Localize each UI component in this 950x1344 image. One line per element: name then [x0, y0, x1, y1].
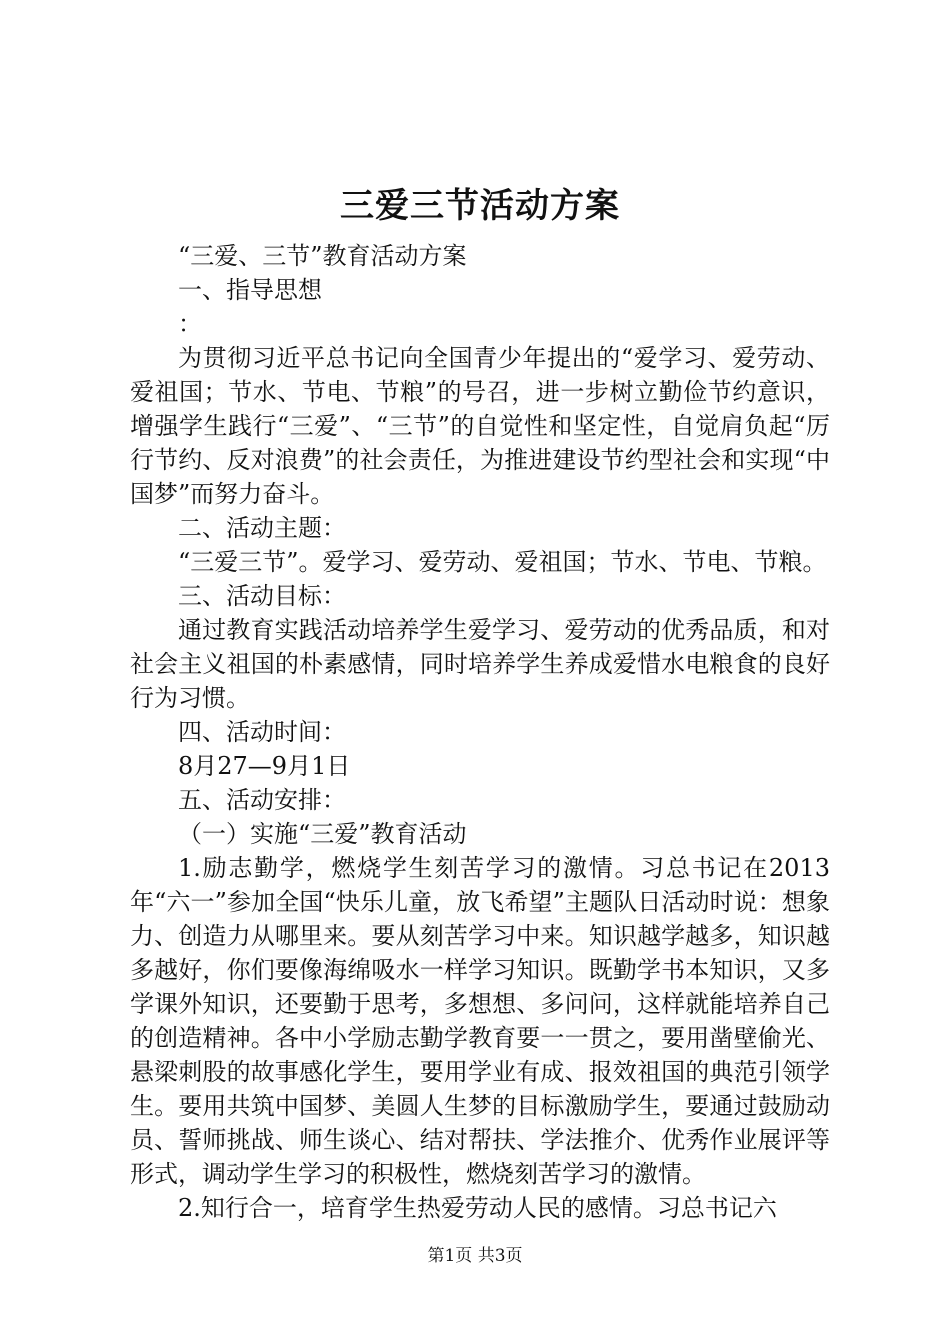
document-page [130, 183, 830, 1225]
heading-activity-arrangement: 五、活动安排： [178, 786, 346, 814]
paragraph-activity-goals: 通过教育实践活动培养学生爱学习、爱劳动的优秀品质，和对社会主义祖国的朴素感情，同时培养学生养成爱惜水电粮食的良好行为习惯。 [130, 616, 830, 712]
heading-activity-goals: 三、活动目标： [178, 582, 346, 610]
paragraph-subtitle: “三爱、三节”教育活动方案 [178, 242, 467, 270]
paragraph-colon: ： [178, 310, 202, 338]
paragraph-activity-theme: “三爱三节”。爱学习、爱劳动、爱祖国；节水、节电、节粮。 [178, 548, 827, 576]
document-title: 三爱三节活动方案 [340, 186, 620, 226]
heading-activity-time: 四、活动时间： [178, 718, 346, 746]
paragraph-activity-time: 8月27—9月1日 [178, 752, 351, 780]
paragraph-item-two: 2.知行合一，培育学生热爱劳动人民的感情。习总书记六 [178, 1194, 777, 1222]
heading-activity-theme: 二、活动主题： [178, 514, 346, 542]
paragraph-item-one: 1.励志勤学，燃烧学生刻苦学习的激情。习总书记在2013年“六一”参加全国“快乐儿童，放飞希望”主题队日活动时说：想象力、创造力从哪里来。要从刻苦学习中来。知识越学越多，知识越多越好，你们要像海绵吸水一样学习知识。既勤学书本知识，又多学课外知识，还要勤于思考，多想想、多问问，这样就能培养自己的创造精神。各中小学励志勤学教育要一一贯之，要用凿壁偷光、悬梁刺股的故事感化学生，要用学业有成、报效祖国的典范引领学生。要用共筑中国梦、美圆人生梦的目标激励学生，要通过鼓励动员、誓师挑战、师生谈心、结对帮扶、学法推介、优秀作业展评等形式，调动学生学习的积极性，燃烧刻苦学习的激情。 [130, 854, 830, 1188]
heading-section-one: （一）实施“三爱”教育活动 [178, 820, 467, 848]
paragraph-guiding-ideology: 为贯彻习近平总书记向全国青少年提出的“爱学习、爱劳动、爱祖国；节水、节电、节粮”的号召，进一步树立勤俭节约意识，增强学生践行“三爱”、“三节”的自觉性和坚定性，自觉肩负起“厉行节约、反对浪费”的社会责任，为推进建设节约型社会和实现“中国梦”而努力奋斗。 [130, 344, 830, 508]
page-footer: 第1页 共3页 [427, 1246, 523, 1266]
heading-guiding-ideology: 一、指导思想 [178, 276, 322, 304]
